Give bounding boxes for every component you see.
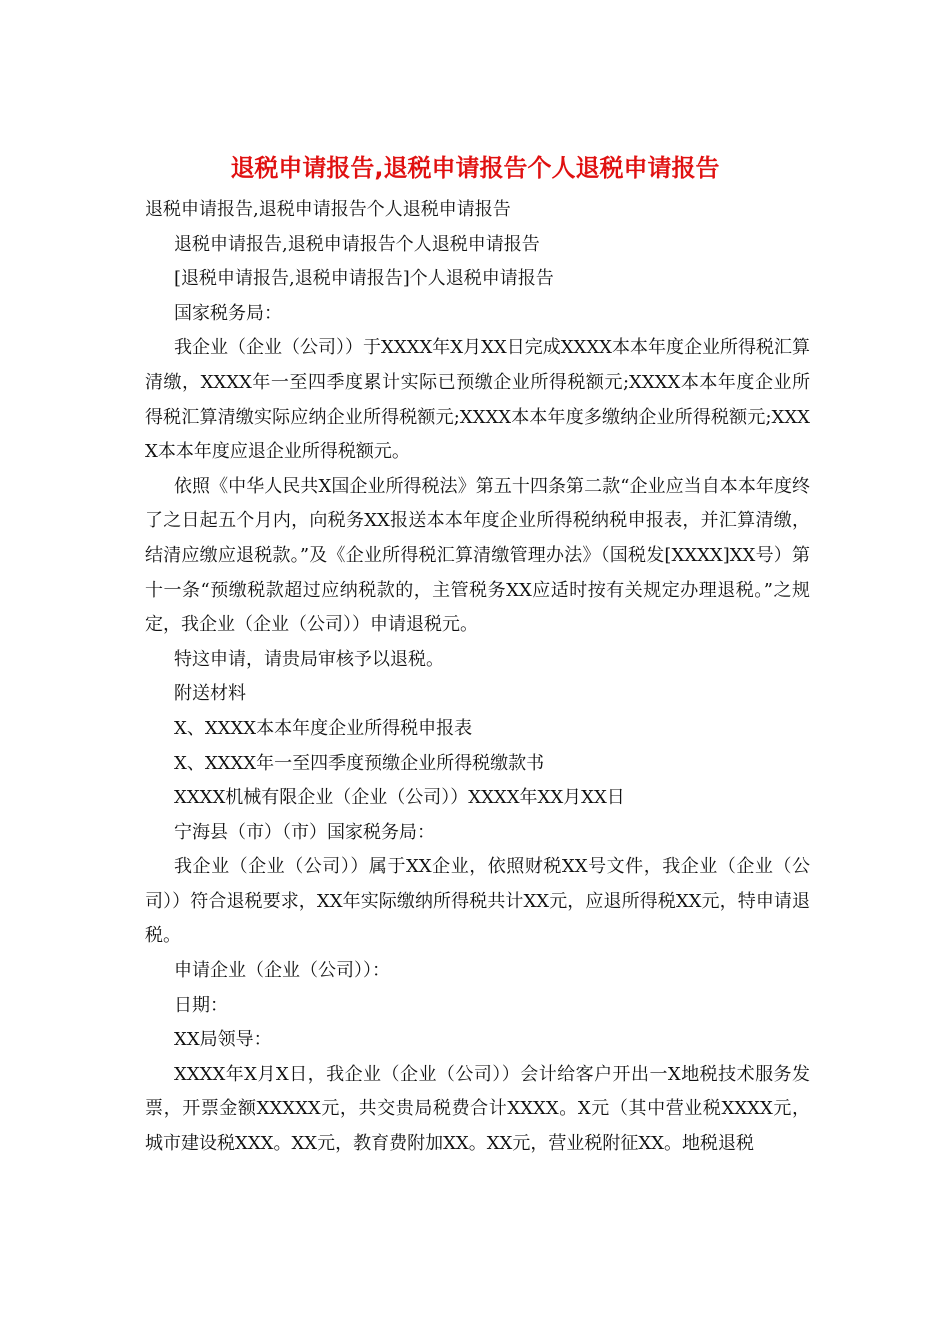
paragraph-signature-date: XXXX机械有限企业（企业（公司））XXXX年XX月XX日: [174, 787, 625, 809]
paragraph-invoice-details: XXXX年X月X日，我企业（企业（公司））会计给客户开出一X地税技术服务发票，开票金额XXXXX元，共交贵局税费合计XXXX。X元（其中营业税XXXX元，城市建设税XXX。XX元，教育费附加XX。XX元，营业税附征XX。地税退税: [145, 1063, 810, 1155]
paragraph-attachments-heading: 附送材料: [174, 683, 246, 705]
paragraph-bracket-title: [退税申请报告,退税申请报告]个人退税申请报告: [174, 268, 554, 290]
paragraph-attachment-1: X、XXXX本本年度企业所得税申报表: [174, 717, 473, 739]
paragraph-refund-eligibility: 我企业（企业（公司））属于XX企业，依照财税XX号文件，我企业（企业（公司））符合退税要求，XX年实际缴纳所得税共计XX元，应退所得税XX元，特申请退税。: [145, 856, 810, 947]
paragraph-repeat-title: 退税申请报告,退税申请报告个人退税申请报告: [174, 233, 540, 255]
paragraph-request: 特这申请，请贵局审核予以退税。: [174, 648, 444, 670]
document-title: 退税申请报告,退税申请报告个人退税申请报告: [230, 154, 720, 182]
paragraph-settlement-summary: 我企业（企业（公司））于XXXX年X月XX日完成XXXX本本年度企业所得税汇算清缴，XXXX年一至四季度累计实际已预缴企业所得税额元;XXXX本本年度企业所得税汇算清缴实际应纳企业所得税额元;XXXX本本年度多缴纳企业所得税额元;XXXX本本年度应退企业所得税额元。: [145, 337, 810, 463]
paragraph-attachment-2: X、XXXX年一至四季度预缴企业所得税缴款书: [174, 752, 545, 774]
paragraph-date: 日期：: [174, 994, 228, 1016]
document-body: [145, 193, 810, 1162]
paragraph-legal-basis: 依照《中华人民共X国企业所得税法》第五十四条第二款“企业应当自本本年度终了之日起五个月内，向税务XX报送本本年度企业所得税纳税申报表，并汇算清缴，结清应缴应退税款。”及《企业所得税汇算清缴管理办法》（国税发[XXXX]XX号）第十一条“预缴税款超过应纳税款的，主管税务XX应适时按有关规定办理退税。”之规定，我企业（企业（公司））申请退税元。: [145, 475, 810, 636]
paragraph-salutation-county-tax: 宁海县（市）（市）国家税务局：: [174, 821, 435, 843]
paragraph-subtitle: 退税申请报告,退税申请报告个人退税申请报告: [145, 199, 511, 220]
paragraph-salutation-national-tax: 国家税务局：: [174, 302, 282, 324]
paragraph-applicant: 申请企业（企业（公司））：: [174, 960, 390, 982]
paragraph-salutation-leaders: XX局领导：: [174, 1029, 272, 1051]
